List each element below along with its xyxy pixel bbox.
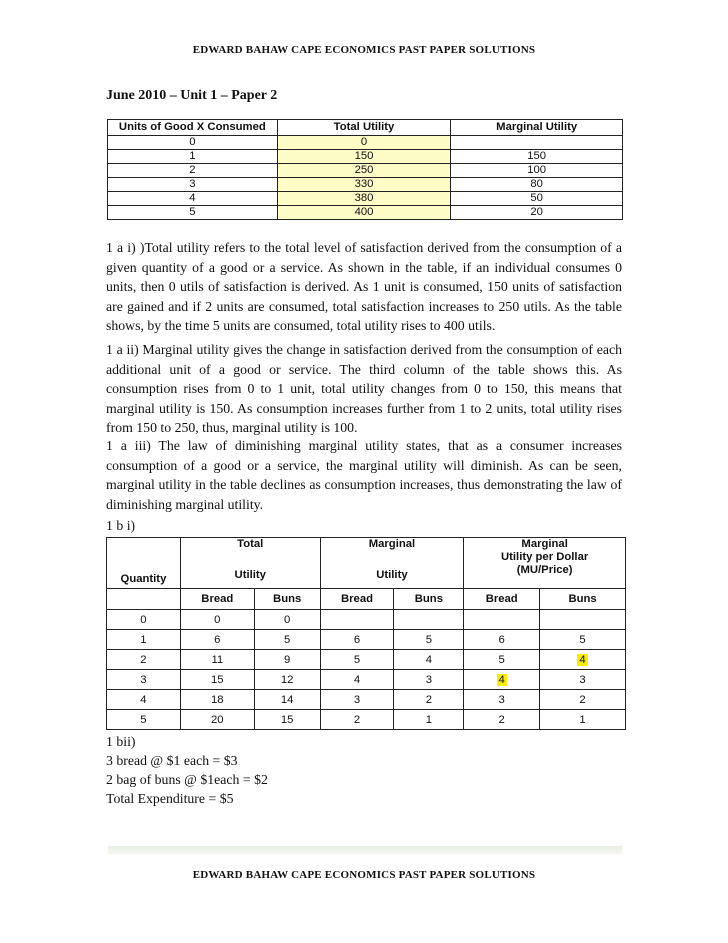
units-cell: 0 (108, 136, 278, 150)
utility-header-total: Total Utility (277, 120, 451, 136)
total-bread-cell: 6 (180, 630, 254, 650)
total-utility-cell: 330 (277, 178, 451, 192)
subheader-marginal-bread: Bread (320, 589, 394, 610)
mu-buns-cell: 2 (540, 690, 626, 710)
marginal-buns-cell (394, 610, 464, 630)
marginal-buns-cell: 4 (394, 650, 464, 670)
units-cell: 1 (108, 150, 278, 164)
answer-1-b-ii-line1: 3 bread @ $1 each = $3 (106, 753, 238, 768)
table-row (108, 192, 623, 206)
quantity-cell: 4 (107, 690, 181, 710)
marginal-utility-cell: 80 (451, 178, 623, 192)
table-row (108, 206, 623, 220)
mu-buns-cell: 1 (540, 710, 626, 730)
units-cell: 5 (108, 206, 278, 220)
mu-per-dollar-line1: Marginal (521, 538, 568, 550)
paper-title: June 2010 – Unit 1 – Paper 2 (106, 88, 278, 103)
bread-buns-header-row (107, 538, 626, 589)
table-row (107, 630, 626, 650)
highlighted-value: 4 (498, 673, 505, 686)
answer-1-a-i: 1 a i) )Total utility refers to the total level of satisfaction derived from the consumption of a given quantity of a good or a service. As shown in the table, if an individual consumes 0 units, then 0 utils of satisfaction is derived. As 1 unit is consumed, 150 units of satisfaction are gained and if 2 units are consumed, total satisfaction increases to 250 utils. As the table shows, by the time 5 units are consumed, total utility rises to 400 utils. (106, 240, 622, 333)
total-buns-cell: 12 (254, 670, 320, 690)
marginal-bread-cell: 5 (320, 650, 394, 670)
mu-buns-cell (540, 610, 626, 630)
marginal-bread-cell: 6 (320, 630, 394, 650)
table-row (107, 710, 626, 730)
total-buns-cell: 15 (254, 710, 320, 730)
total-bread-cell: 15 (180, 670, 254, 690)
quantity-cell: 0 (107, 610, 181, 630)
marginal-utility-cell (451, 136, 623, 150)
units-cell: 4 (108, 192, 278, 206)
mu-buns-cell (540, 650, 626, 670)
quantity-header: Quantity (107, 538, 181, 589)
marginal-buns-cell: 1 (394, 710, 464, 730)
total-utility-cell: 150 (277, 150, 451, 164)
units-cell: 2 (108, 164, 278, 178)
mu-bread-cell (464, 610, 540, 630)
mu-bread-cell: 3 (464, 690, 540, 710)
marginal-bread-cell: 3 (320, 690, 394, 710)
answer-1-b-ii (106, 732, 268, 808)
marginal-buns-cell: 2 (394, 690, 464, 710)
units-cell: 3 (108, 178, 278, 192)
marginal-utility-header-top: Marginal (368, 538, 416, 550)
mu-bread-cell: 5 (464, 650, 540, 670)
total-buns-cell: 14 (254, 690, 320, 710)
marginal-bread-cell (320, 610, 394, 630)
total-utility-header-top: Total (237, 538, 264, 550)
answer-1-a-iii: 1 a iii) The law of diminishing marginal utility states, that as a consumer increases consumption of a good or a service, the marginal utility will diminish. As can be seen, marginal utility in the table declines as consumption increases, thus demonstrating the law of diminishing marginal utility. (106, 438, 622, 512)
marginal-utility-cell: 100 (451, 164, 623, 178)
subheader-mu-bread: Bread (464, 589, 540, 610)
table-row (107, 690, 626, 710)
answer-1-b-ii-label: 1 bii) (106, 734, 136, 749)
quantity-cell: 1 (107, 630, 181, 650)
table-row (108, 178, 623, 192)
answer-1-b-ii-line2: 2 bag of buns @ $1each = $2 (106, 772, 268, 787)
table-row (108, 136, 623, 150)
page-header: EDWARD BAHAW CAPE ECONOMICS PAST PAPER SOLUTIONS (192, 44, 536, 56)
quantity-subheader-blank (107, 589, 181, 610)
total-utility-header (180, 538, 320, 589)
mu-buns-cell: 3 (540, 670, 626, 690)
table-row (107, 610, 626, 630)
subheader-marginal-buns: Buns (394, 589, 464, 610)
mu-per-dollar-line2: Utility per Dollar (501, 551, 589, 563)
marginal-bread-cell: 2 (320, 710, 394, 730)
marginal-utility-cell: 50 (451, 192, 623, 206)
highlighted-value: 4 (579, 653, 586, 666)
marginal-utility-header (320, 538, 464, 589)
utility-header-marginal: Marginal Utility (451, 120, 623, 136)
mu-bread-cell (464, 670, 540, 690)
utility-table-header-row (108, 120, 623, 136)
bread-buns-table (106, 537, 626, 730)
answer-1-a-ii: 1 a ii) Marginal utility gives the change in satisfaction derived from the consumption of each additional unit of a good or service. The third column of the table shows this. As consumption rises from 0 to 1 unit, total utility changes from 0 to 150, this means that marginal utility is 150. As consumption increases further from 1 to 2 units, total utility rises from 150 to 250, thus, marginal utility is 100. (106, 342, 622, 435)
quantity-cell: 5 (107, 710, 181, 730)
quantity-cell: 3 (107, 670, 181, 690)
table-row (108, 164, 623, 178)
mu-bread-cell: 6 (464, 630, 540, 650)
total-utility-cell: 250 (277, 164, 451, 178)
footer-divider (108, 846, 622, 854)
total-utility-cell: 400 (277, 206, 451, 220)
page-footer: EDWARD BAHAW CAPE ECONOMICS PAST PAPER SOLUTIONS (192, 869, 536, 881)
subheader-total-buns: Buns (254, 589, 320, 610)
mu-per-dollar-header (464, 538, 626, 589)
subheader-mu-buns: Buns (540, 589, 626, 610)
total-bread-cell: 11 (180, 650, 254, 670)
quantity-cell: 2 (107, 650, 181, 670)
table-row (108, 150, 623, 164)
total-utility-cell: 0 (277, 136, 451, 150)
total-bread-cell: 0 (180, 610, 254, 630)
marginal-utility-cell: 20 (451, 206, 623, 220)
total-utility-header-bottom: Utility (234, 569, 266, 581)
bread-buns-subheader-row (107, 589, 626, 610)
table-row (107, 650, 626, 670)
mu-bread-cell: 2 (464, 710, 540, 730)
table-row (107, 670, 626, 690)
mu-buns-cell: 5 (540, 630, 626, 650)
total-buns-cell: 5 (254, 630, 320, 650)
marginal-utility-cell: 150 (451, 150, 623, 164)
utility-table (107, 119, 623, 220)
marginal-buns-cell: 3 (394, 670, 464, 690)
subheader-total-bread: Bread (180, 589, 254, 610)
marginal-buns-cell: 5 (394, 630, 464, 650)
total-bread-cell: 20 (180, 710, 254, 730)
question-1-b-i-label: 1 b i) (106, 518, 136, 533)
total-bread-cell: 18 (180, 690, 254, 710)
marginal-utility-header-bottom: Utility (376, 569, 408, 581)
total-utility-cell: 380 (277, 192, 451, 206)
total-buns-cell: 9 (254, 650, 320, 670)
answer-1-b-ii-line3: Total Expenditure = $5 (106, 791, 234, 806)
utility-header-units: Units of Good X Consumed (108, 120, 278, 136)
total-buns-cell: 0 (254, 610, 320, 630)
marginal-bread-cell: 4 (320, 670, 394, 690)
mu-per-dollar-line3: (MU/Price) (516, 564, 573, 576)
